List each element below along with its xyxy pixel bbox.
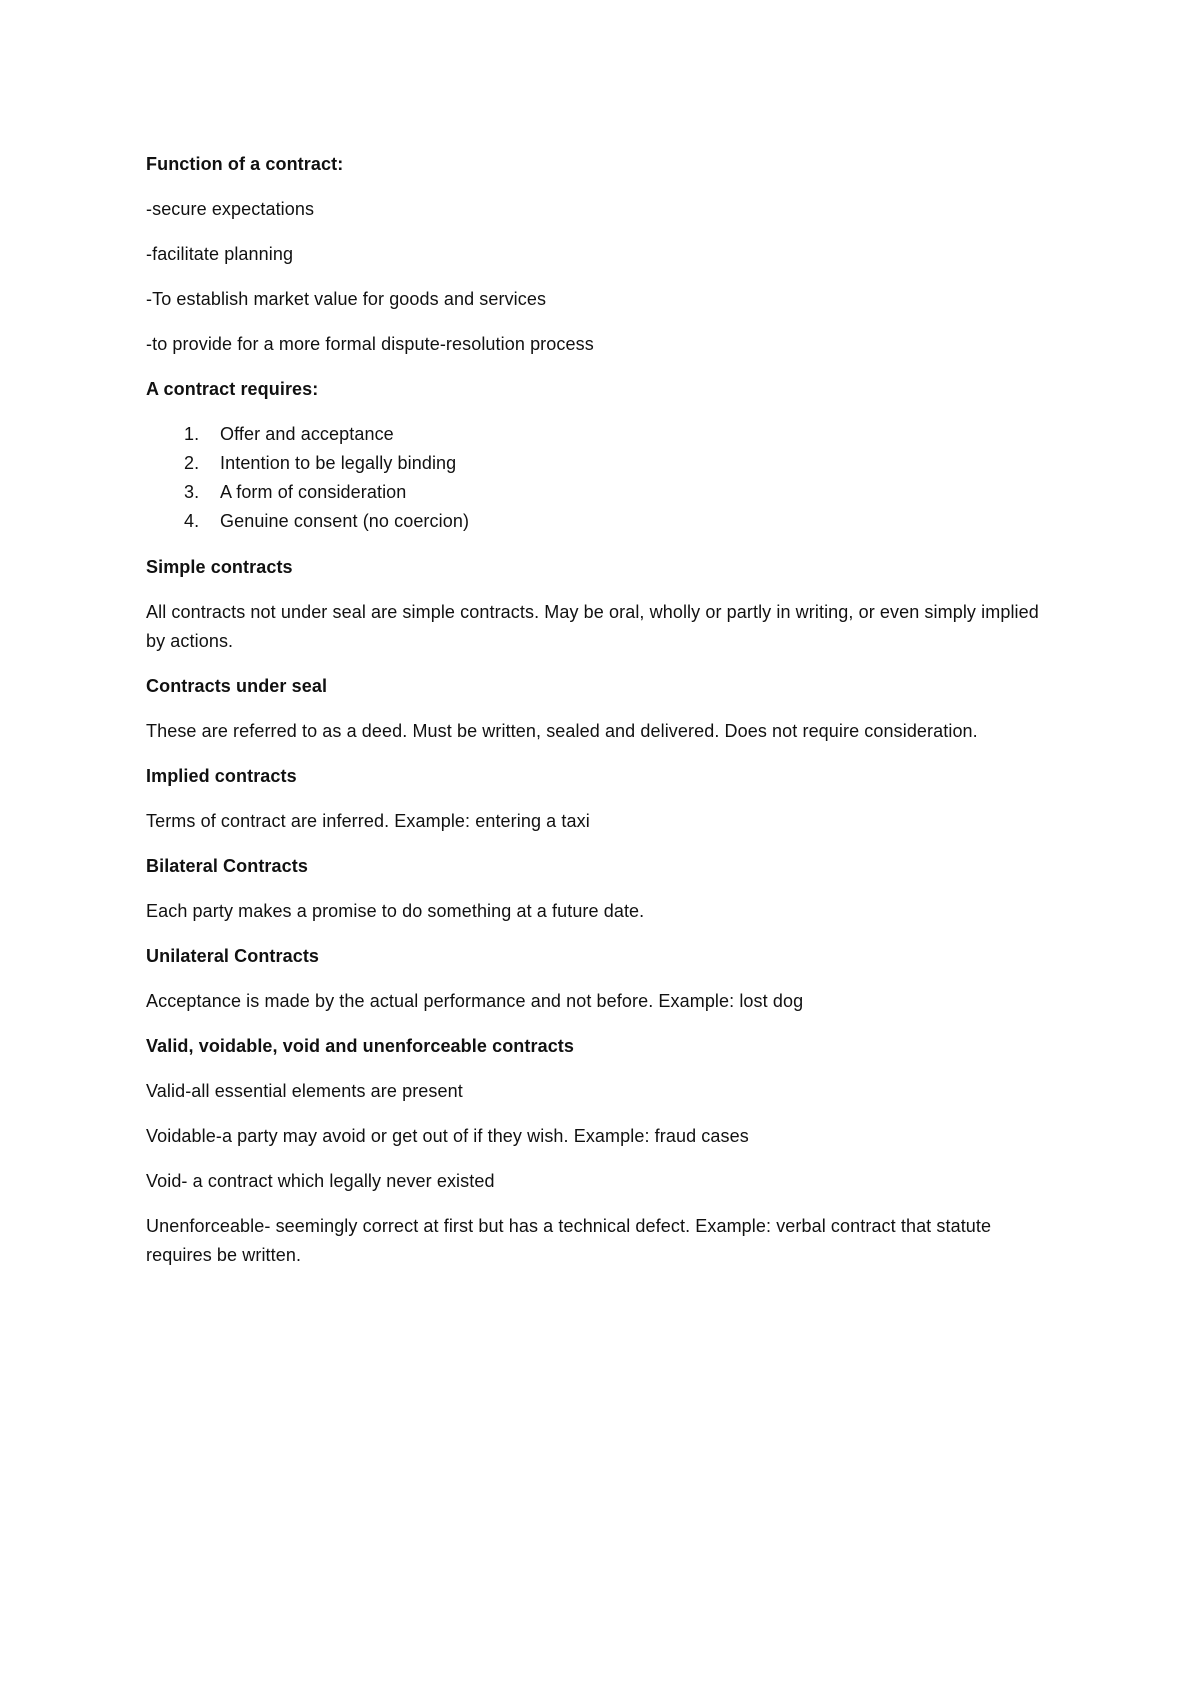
list-item-text: Genuine consent (no coercion) [220, 511, 470, 531]
validity-heading: Valid, voidable, void and unenforceable contracts [146, 1036, 575, 1056]
simple-contracts-body: All contracts not under seal are simple contracts. May be oral, wholly or partly in writing, or even simply implied by actions. [146, 602, 1039, 651]
implied-contracts-heading: Implied contracts [146, 766, 297, 786]
validity-item: Valid-all essential elements are present [146, 1081, 463, 1101]
list-item [146, 507, 1046, 536]
list-item-text: Offer and acceptance [220, 424, 394, 444]
list-number: 1. [184, 424, 200, 444]
unilateral-contracts-heading: Unilateral Contracts [146, 946, 320, 966]
function-item: -To establish market value for goods and services [146, 289, 547, 309]
list-item [146, 478, 1046, 507]
function-item: -facilitate planning [146, 244, 294, 264]
validity-item: Unenforceable- seemingly correct at first but has a technical defect. Example: verbal contract that statute requires be written. [146, 1216, 992, 1265]
functions-heading: Function of a contract: [146, 154, 344, 174]
seal-contracts-heading: Contracts under seal [146, 676, 328, 696]
list-item-text: A form of consideration [220, 482, 407, 502]
list-item [146, 420, 1046, 449]
seal-contracts-body: These are referred to as a deed. Must be written, sealed and delivered. Does not require consideration. [146, 721, 978, 741]
validity-item: Void- a contract which legally never existed [146, 1171, 495, 1191]
requirements-list [146, 420, 1046, 536]
bilateral-contracts-heading: Bilateral Contracts [146, 856, 308, 876]
requirements-heading: A contract requires: [146, 379, 319, 399]
list-number: 4. [184, 511, 200, 531]
function-item: -to provide for a more formal dispute-resolution process [146, 334, 594, 354]
simple-contracts-heading: Simple contracts [146, 557, 293, 577]
list-item [146, 449, 1046, 478]
list-number: 2. [184, 453, 200, 473]
bilateral-contracts-body: Each party makes a promise to do something at a future date. [146, 901, 645, 921]
validity-item: Voidable-a party may avoid or get out of if they wish. Example: fraud cases [146, 1126, 749, 1146]
document-body [146, 150, 1046, 1286]
unilateral-contracts-body: Acceptance is made by the actual performance and not before. Example: lost dog [146, 991, 804, 1011]
list-item-text: Intention to be legally binding [220, 453, 457, 473]
implied-contracts-body: Terms of contract are inferred. Example: entering a taxi [146, 811, 590, 831]
list-number: 3. [184, 482, 200, 502]
function-item: -secure expectations [146, 199, 315, 219]
